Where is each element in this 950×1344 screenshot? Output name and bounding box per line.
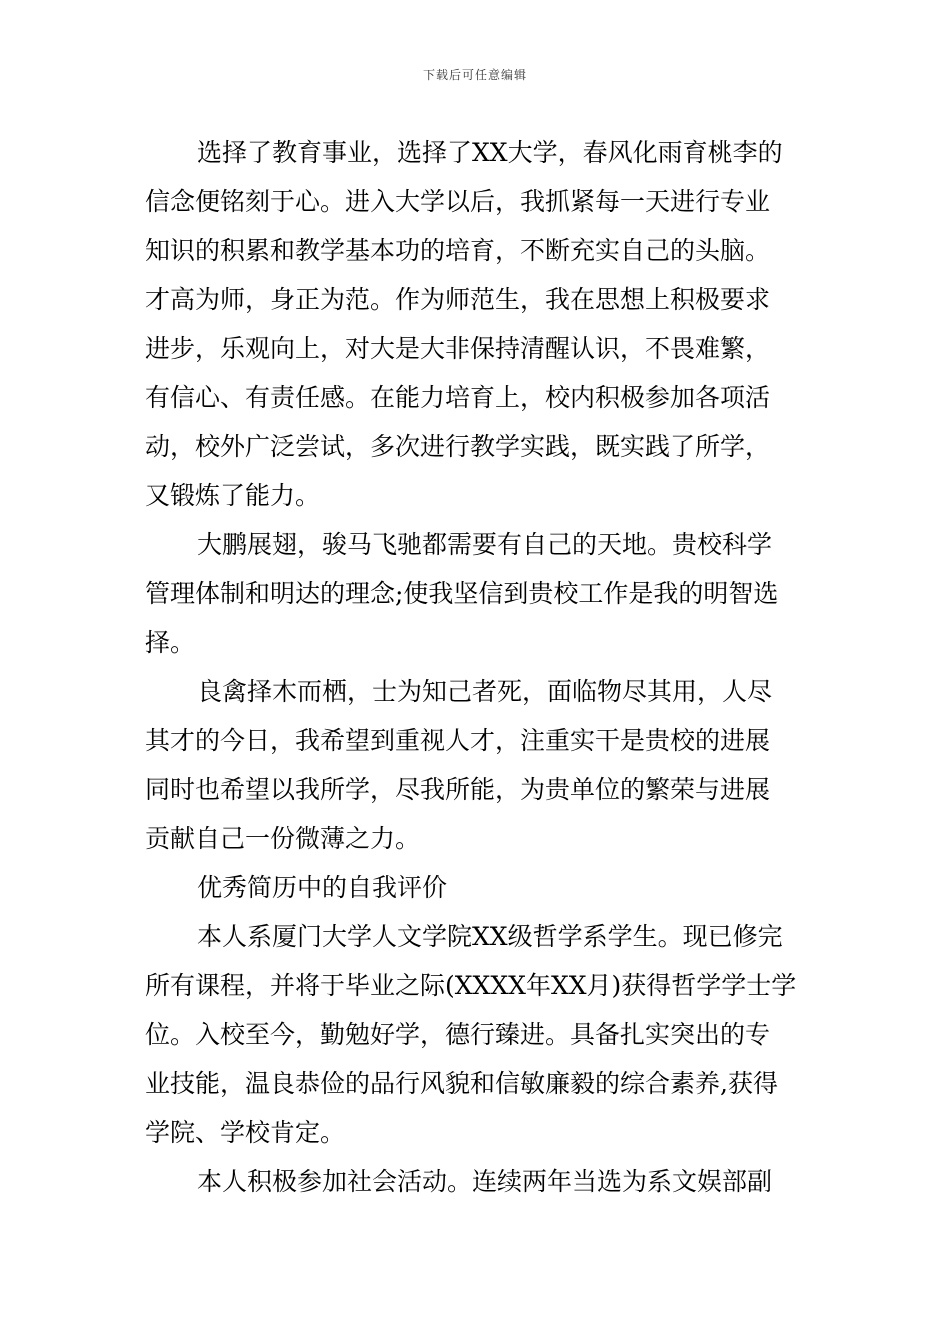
text-line: 贡献自己一份微薄之力。 xyxy=(145,824,421,853)
text-line: 本人积极参加社会活动。连续两年当选为系文娱部副 xyxy=(197,1167,773,1196)
text-line: 学院、学校肯定。 xyxy=(145,1118,346,1147)
text-line: 业技能，温良恭俭的品行风貌和信敏廉毅的综合素养,获得 xyxy=(145,1069,778,1098)
text-line: 管理体制和明达的理念;使我坚信到贵校工作是我的明智选 xyxy=(145,579,779,608)
section-heading: 优秀简历中的自我评价 xyxy=(197,873,448,902)
document-body xyxy=(145,128,807,1206)
text-line: 择。 xyxy=(145,628,196,657)
text-line: 大鹏展翅，骏马飞驰都需要有自己的天地。贵校科学 xyxy=(197,530,773,559)
text-line: 才高为师，身正为范。作为师范生，我在思想上积极要求 xyxy=(145,285,771,314)
text-line: 有信心、有责任感。在能力培育上，校内积极参加各项活 xyxy=(145,383,771,412)
header-note: 下载后可任意编辑 xyxy=(422,68,527,82)
text-line: 所有课程，并将于毕业之际(XXXX年XX月)获得哲学学士学 xyxy=(145,971,797,1000)
text-line: 又锻炼了能力。 xyxy=(145,481,321,510)
text-line: 同时也希望以我所学，尽我所能，为贵单位的繁荣与进展 xyxy=(145,775,771,804)
text-line: 知识的积累和教学基本功的培育，不断充实自己的头脑。 xyxy=(145,236,771,265)
text-line: 选择了教育事业，选择了XX大学，春风化雨育桃李的 xyxy=(197,138,783,167)
text-line: 位。入校至今，勤勉好学，德行臻进。具备扎实突出的专 xyxy=(145,1020,771,1049)
text-line: 信念便铭刻于心。进入大学以后，我抓紧每一天进行专业 xyxy=(145,187,771,216)
text-line: 进步，乐观向上，对大是大非保持清醒认识，不畏难繁， xyxy=(145,334,771,363)
text-line: 动，校外广泛尝试，多次进行教学实践，既实践了所学， xyxy=(145,432,771,461)
text-line: 本人系厦门大学人文学院XX级哲学系学生。现已修完 xyxy=(197,922,783,951)
text-line: 其才的今日，我希望到重视人才，注重实干是贵校的进展 xyxy=(145,726,771,755)
text-line: 良禽择木而栖，士为知己者死，面临物尽其用，人尽 xyxy=(197,677,773,706)
